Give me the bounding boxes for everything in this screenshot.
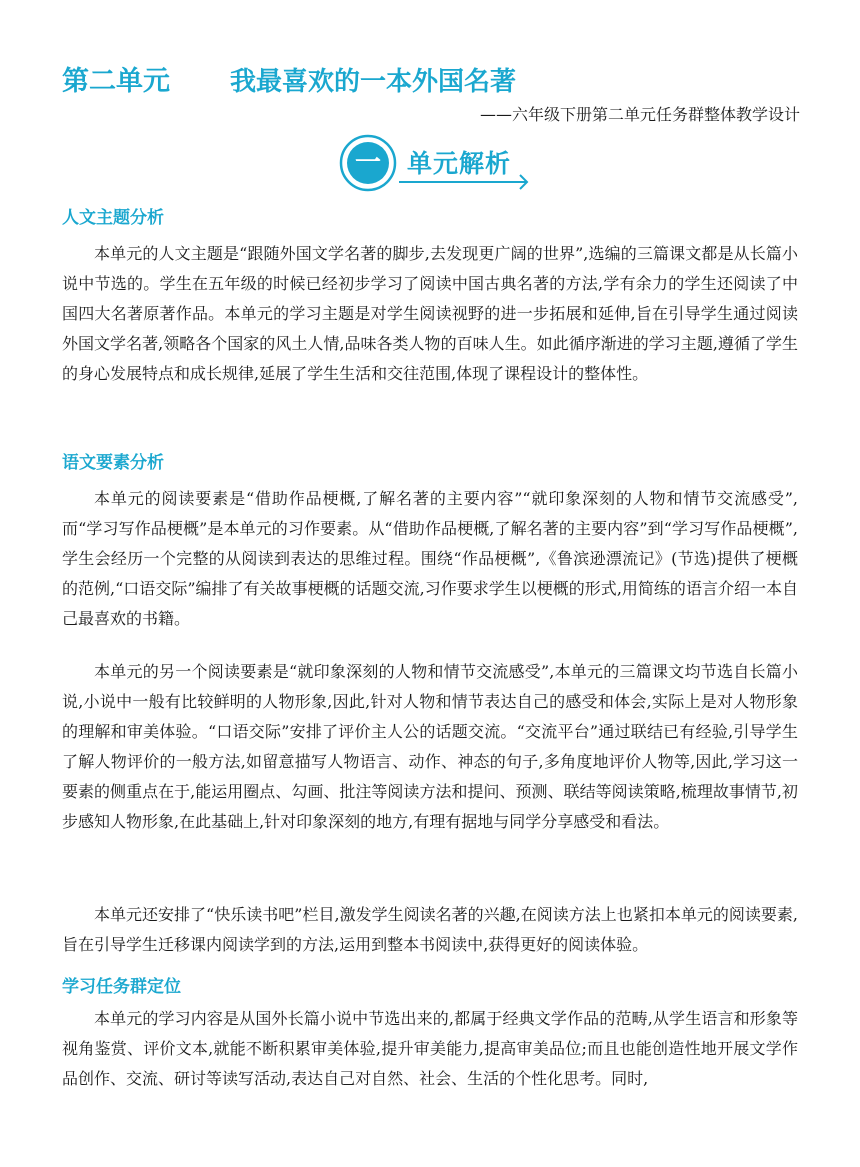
section-heading-task-group: 学习任务群定位 xyxy=(62,977,181,997)
unit-title: 我最喜欢的一本外国名著 xyxy=(230,67,517,97)
paragraph: 本单元的阅读要素是“借助作品梗概,了解名著的主要内容”“就印象深刻的人物和情节交流感受”,而“学习写作品梗概”是本单元的习作要素。从“借助作品梗概,了解名著的主要内容”到“学习写作品梗概”,学生会经历一个完整的从阅读到表达的思维过程。围绕“作品梗概”,《鲁滨逊漂流记》(节选)提供了梗概的范例,“口语交际”编排了有关故事梗概的话题交流,习作要求学生以梗概的形式,用简练的语言介绍一本自己最喜欢的书籍。 xyxy=(62,489,798,628)
subtitle: ——六年级下册第二单元任务群整体教学设计 xyxy=(479,105,800,124)
section-heading-language-elements: 语文要素分析 xyxy=(62,453,164,473)
title-row xyxy=(62,62,802,102)
badge-label: 单元解析 xyxy=(407,149,512,178)
paragraph: 本单元的另一个阅读要素是“就印象深刻的人物和情节交流感受”,本单元的三篇课文均节选自长篇小说,小说中一般有比较鲜明的人物形象,因此,针对人物和情节表达自己的感受和体会,实际上是对人物形象的理解和审美体验。“口语交际”安排了评价主人公的话题交流。“交流平台”通过联结已有经验,引导学生了解人物评价的一般方法,如留意描写人物语言、动作、神态的句子,多角度地评价人物等,因此,学习这一要素的侧重点在于,能运用圈点、勾画、批注等阅读方法和提问、预测、联结等阅读策略,梳理故事情节,初步感知人物形象,在此基础上,针对印象深刻的地方,有理有据地与同学分享感受和看法。 xyxy=(62,662,798,831)
paragraph: 本单元的人文主题是“跟随外国文学名著的脚步,去发现更广阔的世界”,选编的三篇课文都是从长篇小说中节选的。学生在五年级的时候已经初步学习了阅读中国古典名著的方法,学有余力的学生还阅读了中国四大名著原著作品。本单元的学习主题是对学生阅读视野的进一步拓展和延伸,旨在引导学生通过阅读外国文学名著,领略各个国家的风土人情,品味各类人物的百味人生。如此循序渐进的学习主题,遵循了学生的身心发展特点和成长规律,延展了学生生活和交往范围,体现了课程设计的整体性。 xyxy=(62,244,798,383)
badge-number: 一 xyxy=(354,148,381,178)
section-badge xyxy=(337,134,537,194)
paragraph: 本单元的学习内容是从国外长篇小说中节选出来的,都属于经典文学作品的范畴,从学生语言和形象等视角鉴赏、评价文本,就能不断积累审美体验,提升审美能力,提高审美品位;而且也能创造性地开展文学作品创作、交流、研讨等读写活动,表达自己对自然、社会、生活的个性化思考。同时, xyxy=(62,1009,798,1088)
section-heading-humanities: 人文主题分析 xyxy=(62,208,164,228)
unit-label: 第二单元 xyxy=(62,66,170,97)
paragraph: 本单元还安排了“快乐读书吧”栏目,激发学生阅读名著的兴趣,在阅读方法上也紧扣本单元的阅读要素,旨在引导学生迁移课内阅读学到的方法,运用到整本书阅读中,获得更好的阅读体验。 xyxy=(62,905,798,954)
